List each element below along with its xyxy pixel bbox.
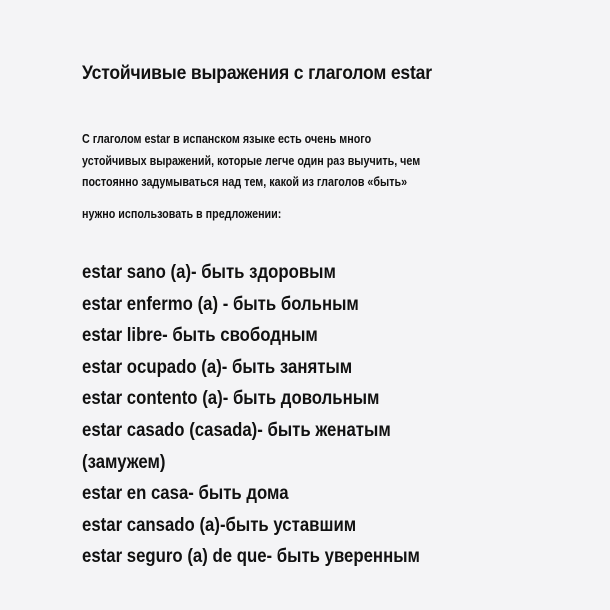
phrase-item: estar cansado (a)-быть уставшим	[82, 513, 357, 536]
phrase-item: estar contento (a)- быть довольным	[82, 387, 380, 410]
phrase-item: estar en casa- быть дома	[82, 482, 289, 505]
intro-line: С глаголом estar в испанском языке есть очень много	[82, 132, 372, 146]
intro-line: нужно использовать в предложении:	[82, 206, 282, 221]
phrase-item: estar ocupado (a)- быть занятым	[82, 355, 353, 378]
phrase-item: estar enfermo (a) - быть больным	[82, 292, 359, 315]
phrase-item: estar casado (casada)- быть женатым	[82, 418, 391, 441]
phrase-list	[82, 257, 590, 573]
phrase-item: estar libre- быть свободным	[82, 324, 318, 347]
phrase-item: estar seguro (a) de que- быть уверенным	[82, 545, 420, 568]
page-title: Устойчивые выражения с глаголом estar	[82, 62, 432, 84]
intro-paragraph	[82, 129, 590, 225]
intro-line: постоянно задумываться над тем, какой из глаголов «быть»	[82, 175, 408, 189]
phrase-item: (замужем)	[82, 450, 166, 473]
intro-line: устойчивых выражений, которые легче один раз выучить, чем	[82, 153, 421, 168]
phrase-item: estar sano (a)- быть здоровым	[82, 261, 336, 283]
